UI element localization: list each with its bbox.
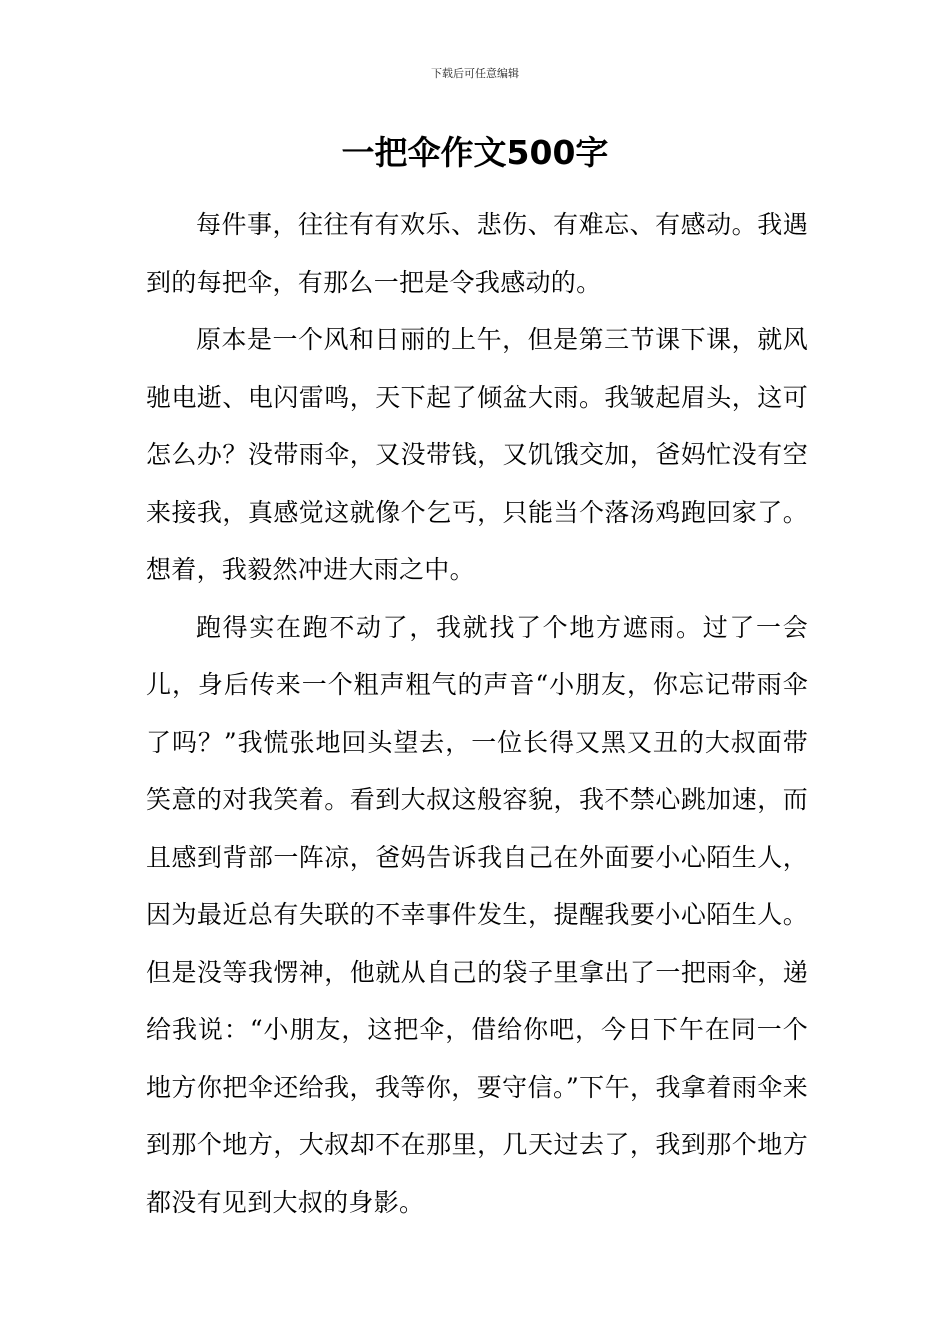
paragraph: 每件事，往往有有欢乐、悲伤、有难忘、有感动。我遇到的每把伞，有那么一把是令我感动的。 (146, 210, 808, 297)
paragraph: 跑得实在跑不动了，我就找了个地方遮雨。过了一会儿，身后传来一个粗声粗气的声音“小朋友，你忘记带雨伞了吗？”我慌张地回头望去，一位长得又黑又丑的大叔面带笑意的对我笑着。看到大叔这般容貌，我不禁心跳加速，而且感到背部一阵凉，爸妈告诉我自己在外面要小心陌生人，因为最近总有失联的不幸事件发生，提醒我要小心陌生人。但是没等我愣神，他就从自己的袋子里拿出了一把雨伞，递给我说：“小朋友，这把伞，借给你吧，今日下午在同一个地方你把伞还给我，我等你，要守信。”下午，我拿着雨伞来到那个地方，大叔却不在那里，几天过去了，我到那个地方都没有见到大叔的身影。 (146, 612, 808, 1217)
paragraph: 原本是一个风和日丽的上午，但是第三节课下课，就风驰电逝、电闪雷鸣，天下起了倾盆大雨。我皱起眉头，这可怎么办？没带雨伞，又没带钱，又饥饿交加，爸妈忙没有空来接我，真感觉这就像个乞丐，只能当个落汤鸡跑回家了。想着，我毅然冲进大雨之中。 (146, 325, 808, 584)
document-title: 一把伞作文500字 (341, 133, 609, 172)
page-header: 下载后可任意编辑 (431, 67, 519, 80)
document-body (146, 196, 808, 1231)
